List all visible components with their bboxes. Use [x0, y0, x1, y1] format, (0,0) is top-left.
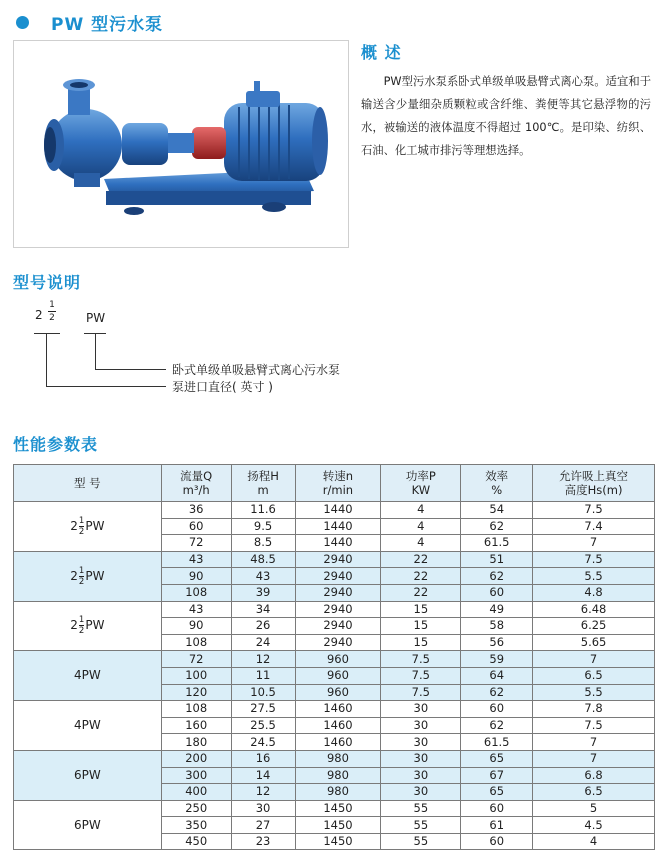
table-cell: 200	[161, 750, 231, 767]
table-cell: 30	[381, 717, 461, 734]
table-cell: 960	[295, 651, 381, 668]
table-cell: 30	[381, 701, 461, 718]
table-cell: 15	[381, 618, 461, 635]
table-cell: 64	[461, 667, 533, 684]
table-cell: 4	[533, 833, 655, 850]
table-cell: 65	[461, 750, 533, 767]
table-cell: 23	[231, 833, 295, 850]
table-cell: 27	[231, 817, 295, 834]
table-cell: 22	[381, 568, 461, 585]
table-cell: 15	[381, 634, 461, 651]
table-cell: 120	[161, 684, 231, 701]
table-cell: 62	[461, 717, 533, 734]
column-header-line1: 转速n	[322, 469, 354, 483]
title-row	[8, 10, 163, 34]
table-cell: 1460	[295, 701, 381, 718]
table-cell: 60	[461, 701, 533, 718]
model-cell: 4PW	[14, 651, 162, 701]
model-cell: 6PW	[14, 800, 162, 850]
table-cell: 30	[381, 734, 461, 751]
model-number: 2	[70, 618, 78, 633]
table-cell: 26	[231, 618, 295, 635]
table-cell: 58	[461, 618, 533, 635]
table-cell: 9.5	[231, 518, 295, 535]
table-cell: 43	[231, 568, 295, 585]
table-cell: 15	[381, 601, 461, 618]
table-cell: 90	[161, 618, 231, 635]
table-cell: 61.5	[461, 734, 533, 751]
table-cell: 100	[161, 667, 231, 684]
table-cell: 1450	[295, 817, 381, 834]
table-cell: 2940	[295, 601, 381, 618]
table-cell: 62	[461, 518, 533, 535]
table-cell: 62	[461, 684, 533, 701]
table-cell: 7.5	[381, 667, 461, 684]
table-cell: 30	[381, 750, 461, 767]
table-cell: 6.5	[533, 784, 655, 801]
table-cell: 4	[381, 502, 461, 519]
table-cell: 36	[161, 502, 231, 519]
table-cell: 250	[161, 800, 231, 817]
table-cell: 54	[461, 502, 533, 519]
table-cell: 2940	[295, 618, 381, 635]
model-label-size: 泵进口直径( 英寸 )	[172, 380, 273, 394]
table-cell: 4	[381, 535, 461, 552]
table-row	[14, 502, 655, 519]
table-row	[14, 800, 655, 817]
model-cell	[14, 551, 162, 601]
table-cell: 6.5	[533, 667, 655, 684]
table-cell: 7.5	[533, 502, 655, 519]
model-number: 2	[70, 518, 78, 533]
column-header-line2: r/min	[322, 483, 354, 497]
table-cell: 400	[161, 784, 231, 801]
table-cell: 980	[295, 767, 381, 784]
fraction-numerator: 1	[49, 300, 55, 310]
table-cell: 2940	[295, 634, 381, 651]
table-cell: 39	[231, 584, 295, 601]
model-example-code: PW	[86, 311, 106, 325]
table-cell: 49	[461, 601, 533, 618]
page-title: PW 型污水泵	[51, 14, 164, 35]
table-cell: 1440	[295, 502, 381, 519]
table-cell: 1460	[295, 734, 381, 751]
model-cell	[14, 502, 162, 552]
column-header-line1: 型 号	[74, 476, 101, 490]
column-header-line1: 效率	[485, 469, 509, 483]
table-cell: 8.5	[231, 535, 295, 552]
table-cell: 7.5	[533, 551, 655, 568]
bullet-dot-icon	[16, 16, 29, 29]
model-example-number: 2	[35, 308, 43, 322]
table-cell: 30	[231, 800, 295, 817]
table-cell: 22	[381, 551, 461, 568]
model-example-fraction	[48, 300, 56, 323]
fraction-bar	[48, 311, 56, 312]
table-cell: 61.5	[461, 535, 533, 552]
model-cell	[14, 601, 162, 651]
table-cell: 5.65	[533, 634, 655, 651]
pump-illustration	[14, 41, 348, 247]
table-row	[14, 750, 655, 767]
table-cell: 7	[533, 651, 655, 668]
table-cell: 30	[381, 767, 461, 784]
table-row	[14, 601, 655, 618]
table-cell: 1450	[295, 833, 381, 850]
size-leader-horizontal	[46, 386, 166, 387]
table-cell: 108	[161, 701, 231, 718]
table-cell: 4.5	[533, 817, 655, 834]
table-cell: 48.5	[231, 551, 295, 568]
table-cell: 90	[161, 568, 231, 585]
table-cell: 7	[533, 750, 655, 767]
column-header-line1: 流量Q	[180, 469, 213, 483]
pump-photo	[13, 40, 349, 248]
model-fraction	[79, 517, 84, 536]
column-header-line1: 允许吸上真空	[559, 469, 629, 483]
table-cell: 5	[533, 800, 655, 817]
table-cell: 72	[161, 651, 231, 668]
model-diagram	[0, 300, 660, 410]
table-cell: 24	[231, 634, 295, 651]
table-cell: 960	[295, 667, 381, 684]
table-cell: 1440	[295, 518, 381, 535]
table-cell: 34	[231, 601, 295, 618]
column-header-line2: KW	[411, 483, 431, 497]
column-header-1	[161, 465, 231, 502]
table-cell: 27.5	[231, 701, 295, 718]
model-fraction	[79, 567, 84, 586]
fraction-denominator: 2	[78, 526, 85, 537]
table-row	[14, 551, 655, 568]
size-underline	[34, 333, 60, 334]
fraction-numerator: 1	[78, 615, 85, 626]
column-header-line2: 高度Hs(m)	[564, 483, 623, 497]
table-cell: 2940	[295, 584, 381, 601]
code-leader-horizontal	[95, 369, 166, 370]
size-leader-vertical	[46, 333, 47, 386]
table-cell: 59	[461, 651, 533, 668]
table-cell: 51	[461, 551, 533, 568]
table-cell: 25.5	[231, 717, 295, 734]
table-cell: 1440	[295, 535, 381, 552]
table-cell: 7.8	[533, 701, 655, 718]
column-header-line2: %	[491, 483, 503, 497]
table-cell: 7.5	[381, 651, 461, 668]
table-cell: 1450	[295, 800, 381, 817]
model-code: PW	[85, 518, 105, 533]
table-cell: 16	[231, 750, 295, 767]
table-cell: 24.5	[231, 734, 295, 751]
overview-heading: 概 述	[361, 43, 402, 62]
table-cell: 980	[295, 750, 381, 767]
table-cell: 43	[161, 551, 231, 568]
table-cell: 300	[161, 767, 231, 784]
table-cell: 30	[381, 784, 461, 801]
column-header-5	[461, 465, 533, 502]
model-label-pw: 卧式单级单吸悬臂式离心污水泵	[172, 363, 341, 377]
model-cell: 4PW	[14, 701, 162, 751]
table-cell: 180	[161, 734, 231, 751]
table-header-row	[14, 465, 655, 502]
model-fraction	[79, 616, 84, 635]
table-cell: 12	[231, 651, 295, 668]
table-cell: 4.8	[533, 584, 655, 601]
table-cell: 7	[533, 535, 655, 552]
table-cell: 108	[161, 634, 231, 651]
table-heading: 性能参数表	[13, 435, 99, 454]
table-cell: 160	[161, 717, 231, 734]
table-cell: 350	[161, 817, 231, 834]
table-cell: 22	[381, 584, 461, 601]
table-row	[14, 701, 655, 718]
fraction-numerator: 1	[78, 565, 85, 576]
fraction-denominator: 2	[78, 576, 85, 587]
fraction-denominator: 2	[49, 313, 55, 323]
table-cell: 7.5	[533, 717, 655, 734]
fraction-denominator: 2	[78, 626, 85, 637]
model-code: PW	[85, 568, 105, 583]
overview-text: PW型污水泵系卧式单级单吸悬臂式离心泵。适宜和于输送含少量细杂质颗粒或含纤维、粪便等其它悬浮物的污水，被输送的液体温度不得超过 100℃。是印染、纺织、石油、化工城市排污等理想选择。	[361, 75, 651, 157]
table-cell: 72	[161, 535, 231, 552]
table-cell: 2940	[295, 568, 381, 585]
table-cell: 60	[161, 518, 231, 535]
model-heading: 型号说明	[13, 273, 82, 292]
table-cell: 108	[161, 584, 231, 601]
table-cell: 1460	[295, 717, 381, 734]
table-cell: 60	[461, 833, 533, 850]
table-cell: 10.5	[231, 684, 295, 701]
table-cell: 960	[295, 684, 381, 701]
table-cell: 65	[461, 784, 533, 801]
table-cell: 55	[381, 817, 461, 834]
code-leader-vertical	[95, 333, 96, 369]
table-body	[14, 502, 655, 850]
table-cell: 2940	[295, 551, 381, 568]
table-cell: 55	[381, 800, 461, 817]
fraction-numerator: 1	[78, 515, 85, 526]
column-header-line1: 扬程H	[247, 469, 279, 483]
table-cell: 7.5	[381, 684, 461, 701]
table-cell: 56	[461, 634, 533, 651]
column-header-0	[14, 465, 162, 502]
table-cell: 67	[461, 767, 533, 784]
table-cell: 4	[381, 518, 461, 535]
table-cell: 6.25	[533, 618, 655, 635]
table-cell: 6.48	[533, 601, 655, 618]
table-cell: 11	[231, 667, 295, 684]
table-cell: 11.6	[231, 502, 295, 519]
table-cell: 7.4	[533, 518, 655, 535]
table-cell: 5.5	[533, 684, 655, 701]
column-header-4	[381, 465, 461, 502]
table-cell: 14	[231, 767, 295, 784]
column-header-3	[295, 465, 381, 502]
table-row	[14, 651, 655, 668]
table-cell: 55	[381, 833, 461, 850]
table-cell: 60	[461, 800, 533, 817]
model-code: PW	[85, 618, 105, 633]
table-cell: 980	[295, 784, 381, 801]
table-cell: 5.5	[533, 568, 655, 585]
table-cell: 12	[231, 784, 295, 801]
column-header-line2: m³/h	[182, 483, 210, 497]
table-cell: 43	[161, 601, 231, 618]
column-header-line2: m	[257, 483, 269, 497]
column-header-2	[231, 465, 295, 502]
column-header-6	[533, 465, 655, 502]
column-header-line1: 功率P	[405, 469, 436, 483]
table-cell: 7	[533, 734, 655, 751]
performance-table	[13, 464, 655, 850]
table-cell: 450	[161, 833, 231, 850]
model-cell: 6PW	[14, 750, 162, 800]
table-cell: 61	[461, 817, 533, 834]
table-cell: 6.8	[533, 767, 655, 784]
model-number: 2	[70, 568, 78, 583]
table-cell: 60	[461, 584, 533, 601]
table-cell: 62	[461, 568, 533, 585]
